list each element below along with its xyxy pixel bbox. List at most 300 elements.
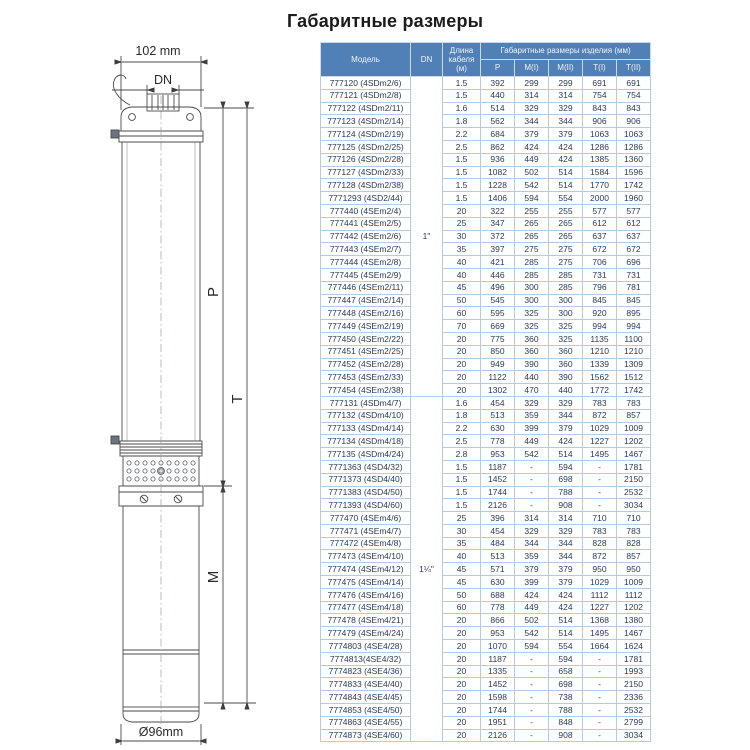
m1-cell: 502 — [515, 614, 549, 627]
t1-cell: - — [583, 716, 617, 729]
table-row — [321, 627, 651, 640]
p-cell: 1070 — [481, 640, 515, 653]
table-row — [321, 281, 651, 294]
model-cell: 777126 (4SDm2/28) — [321, 153, 411, 166]
m1-cell: - — [515, 499, 549, 512]
model-cell: 777443 (4SEm2/7) — [321, 243, 411, 256]
model-cell: 777441 (4SEm2/5) — [321, 217, 411, 230]
table-row — [321, 716, 651, 729]
m2-cell: 908 — [549, 499, 583, 512]
t1-cell: 731 — [583, 268, 617, 281]
p-cell: 1082 — [481, 166, 515, 179]
model-cell: 777440 (4SEm2/4) — [321, 204, 411, 217]
m1-cell: 325 — [515, 307, 549, 320]
cable-length-cell: 20 — [443, 704, 481, 717]
cable-length-cell: 1.5 — [443, 77, 481, 90]
m1-cell: 449 — [515, 601, 549, 614]
model-cell: 7771393 (4SD4/60) — [321, 499, 411, 512]
t2-cell: 828 — [617, 537, 651, 550]
p-cell: 775 — [481, 332, 515, 345]
model-cell: 777454 (4SEm2/38) — [321, 384, 411, 397]
model-cell: 7771293 (4SD2/44) — [321, 192, 411, 205]
table-row — [321, 89, 651, 102]
t2-cell: 3034 — [617, 499, 651, 512]
m1-cell: 314 — [515, 89, 549, 102]
p-cell: 1187 — [481, 460, 515, 473]
m1-cell: 255 — [515, 204, 549, 217]
cable-length-cell: 1.5 — [443, 460, 481, 473]
t2-cell: 1360 — [617, 153, 651, 166]
table-row — [321, 243, 651, 256]
p-cell: 630 — [481, 422, 515, 435]
model-cell: 777446 (4SEm2/11) — [321, 281, 411, 294]
model-cell: 777135 (4SDm4/24) — [321, 448, 411, 461]
p-cell: 440 — [481, 89, 515, 102]
t1-cell: 1664 — [583, 640, 617, 653]
m2-cell: 255 — [549, 204, 583, 217]
t1-cell: 994 — [583, 320, 617, 333]
table-row — [321, 435, 651, 448]
t2-cell: 1202 — [617, 435, 651, 448]
table-row — [321, 652, 651, 665]
cable-length-cell: 40 — [443, 268, 481, 281]
table-row — [321, 729, 651, 742]
m2-cell: 329 — [549, 524, 583, 537]
cable-length-cell: 40 — [443, 550, 481, 563]
p-cell: 1302 — [481, 384, 515, 397]
m2-cell: 314 — [549, 89, 583, 102]
t1-cell: 783 — [583, 396, 617, 409]
m2-cell: 329 — [549, 396, 583, 409]
m2-cell: 325 — [549, 320, 583, 333]
model-cell: 777477 (4SEm4/18) — [321, 601, 411, 614]
m1-cell: - — [515, 486, 549, 499]
m2-cell: 848 — [549, 716, 583, 729]
table-row — [321, 166, 651, 179]
cable-length-cell: 50 — [443, 294, 481, 307]
p-cell: 1228 — [481, 179, 515, 192]
m1-cell: 329 — [515, 396, 549, 409]
cable-length-cell: 2.2 — [443, 128, 481, 141]
m2-cell: 379 — [549, 563, 583, 576]
t1-cell: 843 — [583, 102, 617, 115]
t2-cell: 1467 — [617, 448, 651, 461]
t2-cell: 710 — [617, 512, 651, 525]
m1-cell: 542 — [515, 179, 549, 192]
m2-cell: 440 — [549, 384, 583, 397]
model-cell: 777121 (4SDm2/8) — [321, 89, 411, 102]
cable-length-cell: 1.5 — [443, 486, 481, 499]
t2-cell: 731 — [617, 268, 651, 281]
table-row — [321, 140, 651, 153]
m2-cell: 344 — [549, 537, 583, 550]
table-row — [321, 588, 651, 601]
table-row — [321, 473, 651, 486]
table-row — [321, 524, 651, 537]
p-cell: 684 — [481, 128, 515, 141]
p-cell: 2126 — [481, 729, 515, 742]
model-cell: 777476 (4SEm4/16) — [321, 588, 411, 601]
p-cell: 778 — [481, 435, 515, 448]
m1-cell: 470 — [515, 384, 549, 397]
t1-cell: 1135 — [583, 332, 617, 345]
t2-cell: 1009 — [617, 576, 651, 589]
table-row — [321, 665, 651, 678]
cable-length-cell: 1.5 — [443, 89, 481, 102]
cable-length-cell: 60 — [443, 601, 481, 614]
p-cell: 1598 — [481, 691, 515, 704]
table-row — [321, 486, 651, 499]
m2-cell: 329 — [549, 102, 583, 115]
cable-length-cell: 45 — [443, 563, 481, 576]
m1-cell: 399 — [515, 576, 549, 589]
model-cell: 777134 (4SDm4/18) — [321, 435, 411, 448]
p-cell: 866 — [481, 614, 515, 627]
t1-cell: 1029 — [583, 422, 617, 435]
t2-cell: 1742 — [617, 179, 651, 192]
m1-cell: 390 — [515, 358, 549, 371]
p-cell: 862 — [481, 140, 515, 153]
model-cell: 777472 (4SEm4/8) — [321, 537, 411, 550]
m2-cell: 314 — [549, 512, 583, 525]
m1-cell: - — [515, 665, 549, 678]
table-row — [321, 563, 651, 576]
cable-length-cell: 20 — [443, 678, 481, 691]
col-header-t2: T(II) — [617, 60, 651, 77]
table-row — [321, 115, 651, 128]
cable-length-cell: 1.8 — [443, 409, 481, 422]
model-cell: 777132 (4SDm4/10) — [321, 409, 411, 422]
cable-length-cell: 1.5 — [443, 179, 481, 192]
model-cell: 777453 (4SEm2/33) — [321, 371, 411, 384]
table-row — [321, 460, 651, 473]
m2-cell: 344 — [549, 409, 583, 422]
table-row — [321, 384, 651, 397]
t1-cell: - — [583, 691, 617, 704]
t1-cell: 1210 — [583, 345, 617, 358]
table-row — [321, 640, 651, 653]
p-cell: 1452 — [481, 473, 515, 486]
cable-length-cell: 1.5 — [443, 153, 481, 166]
p-cell: 1335 — [481, 665, 515, 678]
p-cell: 322 — [481, 204, 515, 217]
model-cell: 7771363 (4SD4/32) — [321, 460, 411, 473]
dim-label-t: T — [229, 394, 246, 404]
model-cell: 7774813(4SE4/32) — [321, 652, 411, 665]
model-cell: 7774873 (4SE4/60) — [321, 729, 411, 742]
t2-cell: 1960 — [617, 192, 651, 205]
dim-label-102mm: 102 mm — [135, 44, 181, 58]
cable-length-cell: 50 — [443, 588, 481, 601]
model-cell: 7771383 (4SD4/50) — [321, 486, 411, 499]
table-row — [321, 371, 651, 384]
m1-cell: - — [515, 460, 549, 473]
model-cell: 777127 (4SDm2/33) — [321, 166, 411, 179]
m1-cell: 449 — [515, 153, 549, 166]
table-row — [321, 256, 651, 269]
col-header-dn: DN — [411, 43, 443, 77]
p-cell: 454 — [481, 396, 515, 409]
table-row — [321, 345, 651, 358]
dimensions-table — [320, 42, 651, 742]
t2-cell: 1624 — [617, 640, 651, 653]
table-row — [321, 77, 651, 90]
t1-cell: 906 — [583, 115, 617, 128]
p-cell: 2126 — [481, 499, 515, 512]
p-cell: 778 — [481, 601, 515, 614]
m1-cell: 265 — [515, 230, 549, 243]
t2-cell: 1993 — [617, 665, 651, 678]
m1-cell: 399 — [515, 422, 549, 435]
t1-cell: 1227 — [583, 601, 617, 614]
p-cell: 571 — [481, 563, 515, 576]
table-row — [321, 153, 651, 166]
t2-cell: 577 — [617, 204, 651, 217]
col-header-model: Модель — [321, 43, 411, 77]
cable-length-cell: 1.5 — [443, 166, 481, 179]
cable-length-cell: 20 — [443, 358, 481, 371]
m2-cell: 265 — [549, 217, 583, 230]
table-row — [321, 704, 651, 717]
t2-cell: 2532 — [617, 704, 651, 717]
t1-cell: 577 — [583, 204, 617, 217]
m1-cell: 440 — [515, 371, 549, 384]
cable-length-cell: 20 — [443, 384, 481, 397]
t2-cell: 783 — [617, 396, 651, 409]
t2-cell: 1286 — [617, 140, 651, 153]
t1-cell: 1770 — [583, 179, 617, 192]
t2-cell: 906 — [617, 115, 651, 128]
t2-cell: 1380 — [617, 614, 651, 627]
m1-cell: 299 — [515, 77, 549, 90]
m2-cell: 379 — [549, 422, 583, 435]
m1-cell: - — [515, 652, 549, 665]
cable-length-cell: 20 — [443, 627, 481, 640]
m2-cell: 424 — [549, 435, 583, 448]
table-row — [321, 678, 651, 691]
t1-cell: 1772 — [583, 384, 617, 397]
model-cell: 777124 (4SDm2/19) — [321, 128, 411, 141]
model-cell: 7774843 (4SE4/45) — [321, 691, 411, 704]
model-cell: 7771373 (4SD4/40) — [321, 473, 411, 486]
cable-length-cell: 30 — [443, 230, 481, 243]
table-body — [321, 77, 651, 742]
table-row — [321, 512, 651, 525]
m2-cell: 265 — [549, 230, 583, 243]
p-cell: 850 — [481, 345, 515, 358]
cable-length-cell: 20 — [443, 332, 481, 345]
p-cell: 949 — [481, 358, 515, 371]
table-row — [321, 576, 651, 589]
cable-length-cell: 2.5 — [443, 140, 481, 153]
p-cell: 953 — [481, 627, 515, 640]
m2-cell: 379 — [549, 576, 583, 589]
t1-cell: 706 — [583, 256, 617, 269]
model-cell: 777474 (4SEm4/12) — [321, 563, 411, 576]
model-cell: 777444 (4SEm2/8) — [321, 256, 411, 269]
t1-cell: 920 — [583, 307, 617, 320]
model-cell: 777128 (4SDm2/38) — [321, 179, 411, 192]
cable-length-cell: 20 — [443, 614, 481, 627]
t2-cell: 3034 — [617, 729, 651, 742]
cable-length-cell: 1.8 — [443, 115, 481, 128]
m1-cell: - — [515, 678, 549, 691]
t1-cell: 2000 — [583, 192, 617, 205]
t2-cell: 696 — [617, 256, 651, 269]
cable-length-cell: 20 — [443, 640, 481, 653]
cable-length-cell: 20 — [443, 691, 481, 704]
m2-cell: 594 — [549, 460, 583, 473]
p-cell: 545 — [481, 294, 515, 307]
t1-cell: 845 — [583, 294, 617, 307]
t1-cell: - — [583, 486, 617, 499]
m1-cell: - — [515, 716, 549, 729]
cable-length-cell: 20 — [443, 204, 481, 217]
col-header-p: P — [481, 60, 515, 77]
m1-cell: 594 — [515, 640, 549, 653]
table-row — [321, 332, 651, 345]
t2-cell: 2150 — [617, 473, 651, 486]
t2-cell: 2799 — [617, 716, 651, 729]
cable-length-cell: 1.5 — [443, 192, 481, 205]
t2-cell: 1210 — [617, 345, 651, 358]
p-cell: 446 — [481, 268, 515, 281]
t2-cell: 994 — [617, 320, 651, 333]
dim-label-dn: DN — [153, 73, 173, 87]
model-cell: 777471 (4SEm4/7) — [321, 524, 411, 537]
m2-cell: 698 — [549, 473, 583, 486]
m2-cell: 390 — [549, 371, 583, 384]
model-cell: 777447 (4SEm2/14) — [321, 294, 411, 307]
m2-cell: 299 — [549, 77, 583, 90]
t2-cell: 857 — [617, 409, 651, 422]
t2-cell: 1009 — [617, 422, 651, 435]
m1-cell: 424 — [515, 588, 549, 601]
p-cell: 484 — [481, 537, 515, 550]
t2-cell: 612 — [617, 217, 651, 230]
t1-cell: 1385 — [583, 153, 617, 166]
t2-cell: 1112 — [617, 588, 651, 601]
model-cell: 777448 (4SEm2/16) — [321, 307, 411, 320]
t1-cell: 1029 — [583, 576, 617, 589]
t1-cell: 754 — [583, 89, 617, 102]
table-row — [321, 268, 651, 281]
m1-cell: 344 — [515, 537, 549, 550]
m1-cell: 329 — [515, 524, 549, 537]
t1-cell: 1063 — [583, 128, 617, 141]
t2-cell: 783 — [617, 524, 651, 537]
t1-cell: 1495 — [583, 627, 617, 640]
t1-cell: - — [583, 729, 617, 742]
p-cell: 392 — [481, 77, 515, 90]
cable-length-cell: 45 — [443, 576, 481, 589]
t2-cell: 1309 — [617, 358, 651, 371]
col-header-group: Габаритные размеры изделия (мм) — [481, 43, 651, 60]
m1-cell: 285 — [515, 256, 549, 269]
t2-cell: 895 — [617, 307, 651, 320]
cable-length-cell: 2.2 — [443, 422, 481, 435]
cable-length-cell: 20 — [443, 371, 481, 384]
t1-cell: - — [583, 652, 617, 665]
t2-cell: 1512 — [617, 371, 651, 384]
p-cell: 1452 — [481, 678, 515, 691]
t1-cell: 872 — [583, 550, 617, 563]
m2-cell: 514 — [549, 627, 583, 640]
t1-cell: - — [583, 678, 617, 691]
p-cell: 513 — [481, 550, 515, 563]
p-cell: 595 — [481, 307, 515, 320]
m1-cell: 502 — [515, 166, 549, 179]
m1-cell: 314 — [515, 512, 549, 525]
p-cell: 1122 — [481, 371, 515, 384]
dn-cell: 1¼" — [411, 396, 443, 742]
m2-cell: 788 — [549, 704, 583, 717]
cable-length-cell: 45 — [443, 281, 481, 294]
m1-cell: 542 — [515, 627, 549, 640]
t1-cell: 1112 — [583, 588, 617, 601]
t2-cell: 843 — [617, 102, 651, 115]
m2-cell: 424 — [549, 588, 583, 601]
t1-cell: 672 — [583, 243, 617, 256]
p-cell: 936 — [481, 153, 515, 166]
model-cell: 777452 (4SEm2/28) — [321, 358, 411, 371]
dn-cell: 1" — [411, 77, 443, 397]
m2-cell: 300 — [549, 307, 583, 320]
t2-cell: 1742 — [617, 384, 651, 397]
dim-label-d96mm: Ø96mm — [138, 725, 184, 739]
model-cell: 777445 (4SEm2/9) — [321, 268, 411, 281]
t1-cell: 796 — [583, 281, 617, 294]
p-cell: 1744 — [481, 486, 515, 499]
m1-cell: 275 — [515, 243, 549, 256]
model-cell: 777442 (4SEm2/6) — [321, 230, 411, 243]
cable-length-cell: 70 — [443, 320, 481, 333]
m2-cell: 300 — [549, 294, 583, 307]
cable-length-cell: 20 — [443, 652, 481, 665]
t2-cell: 845 — [617, 294, 651, 307]
p-cell: 421 — [481, 256, 515, 269]
t1-cell: - — [583, 499, 617, 512]
p-cell: 514 — [481, 102, 515, 115]
cable-length-cell: 35 — [443, 537, 481, 550]
p-cell: 1744 — [481, 704, 515, 717]
cable-length-cell: 30 — [443, 524, 481, 537]
pump-diagram — [95, 35, 270, 750]
m2-cell: 908 — [549, 729, 583, 742]
t2-cell: 754 — [617, 89, 651, 102]
table-row — [321, 601, 651, 614]
m2-cell: 360 — [549, 345, 583, 358]
table-row — [321, 396, 651, 409]
cable-length-cell: 25 — [443, 217, 481, 230]
p-cell: 454 — [481, 524, 515, 537]
p-cell: 1187 — [481, 652, 515, 665]
dim-label-m: M — [205, 570, 222, 584]
p-cell: 562 — [481, 115, 515, 128]
t1-cell: 1368 — [583, 614, 617, 627]
m2-cell: 285 — [549, 281, 583, 294]
cable-length-cell: 20 — [443, 345, 481, 358]
cable-length-cell: 1.5 — [443, 473, 481, 486]
cable-length-cell: 20 — [443, 729, 481, 742]
p-cell: 1406 — [481, 192, 515, 205]
table-row — [321, 320, 651, 333]
m1-cell: 594 — [515, 192, 549, 205]
p-cell: 630 — [481, 576, 515, 589]
t2-cell: 1596 — [617, 166, 651, 179]
model-cell: 777479 (4SEm4/24) — [321, 627, 411, 640]
cable-length-cell: 1.6 — [443, 396, 481, 409]
